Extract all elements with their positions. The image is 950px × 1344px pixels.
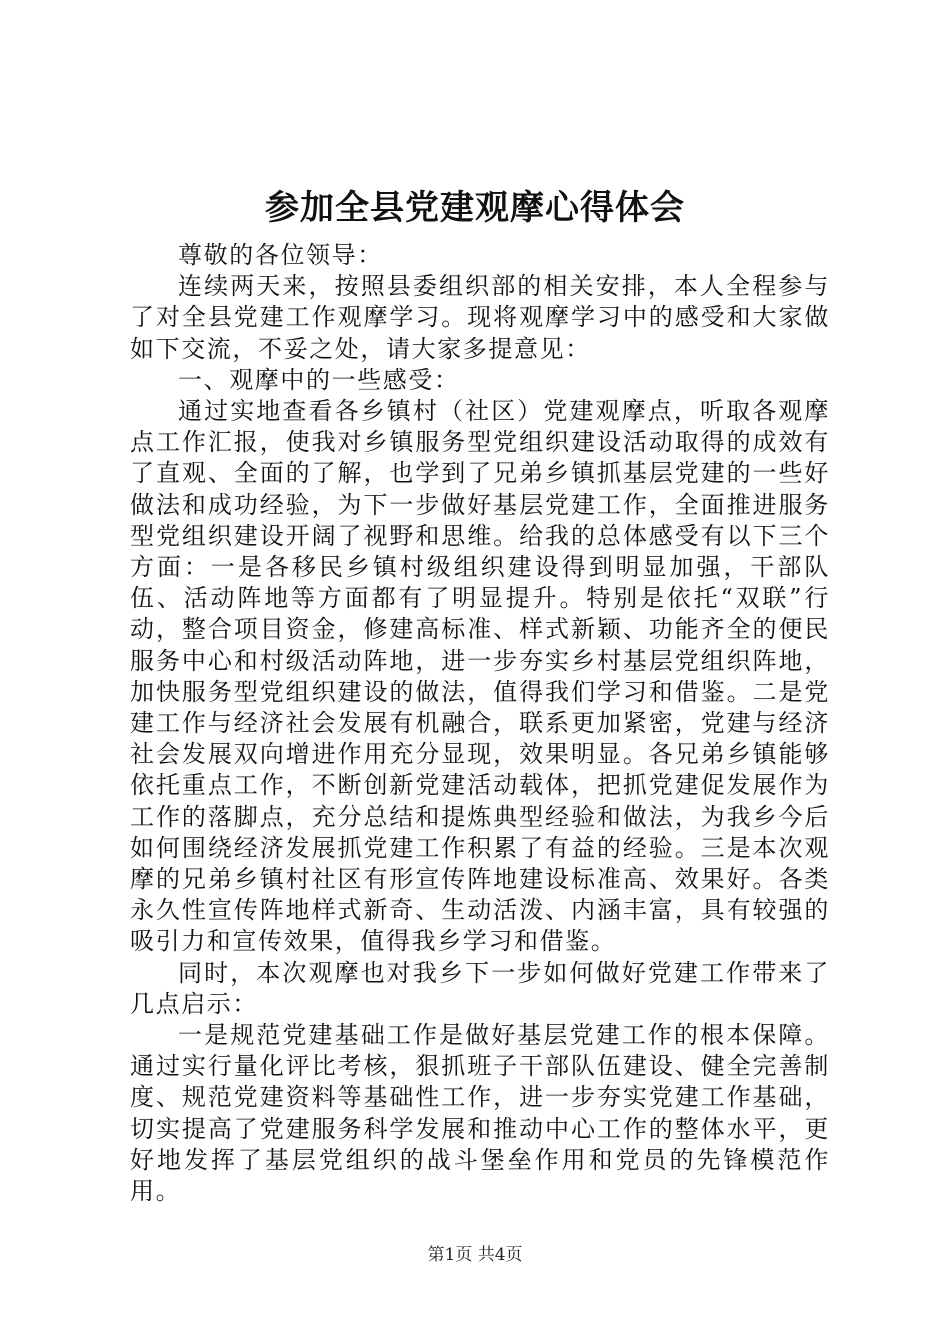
salutation-paragraph: 尊敬的各位领导： xyxy=(178,241,383,269)
page-footer: 第1页 共4页 xyxy=(427,1245,523,1265)
feelings-paragraph: 通过实地查看各乡镇村（社区）党建观摩点，听取各观摩点工作汇报，使我对乡镇服务型党组织建设活动取得的成效有了直观、全面的了解，也学到了兄弟乡镇抓基层党建的一些好做法和成功经验，为下一步做好基层党建工作，全面推进服务型党组织建设开阔了视野和思维。给我的总体感受有以下三个方面：一是各移民乡镇村级组织建设得到明显加强，干部队伍、活动阵地等方面都有了明显提升。特别是依托“双联”行动，整合项目资金，修建高标准、样式新颖、功能齐全的便民服务中心和村级活动阵地，进一步夯实乡村基层党组织阵地，加快服务型党组织建设的做法，值得我们学习和借鉴。二是党建工作与经济社会发展有机融合，联系更加紧密，党建与经济社会发展双向增进作用充分显现，效果明显。各兄弟乡镇能够依托重点工作，不断创新党建活动载体，把抓党建促发展作为工作的落脚点，充分总结和提炼典型经验和做法，为我乡今后如何围绕经济发展抓党建工作积累了有益的经验。三是本次观摩的兄弟乡镇村社区有形宣传阵地建设标准高、效果好。各类永久性宣传阵地样式新奇、生动活泼、内涵丰富，具有较强的吸引力和宣传效果，值得我乡学习和借鉴。 xyxy=(130,397,830,956)
inspiration-intro-paragraph: 同时，本次观摩也对我乡下一步如何做好党建工作带来了几点启示： xyxy=(130,958,830,1018)
document-title: 参加全县党建观摩心得体会 xyxy=(265,188,685,228)
document-body xyxy=(130,240,830,1207)
section-heading: 一、观摩中的一些感受： xyxy=(178,365,460,394)
intro-paragraph: 连续两天来，按照县委组织部的相关安排，本人全程参与了对全县党建工作观摩学习。现将观摩学习中的感受和大家做如下交流，不妥之处，请大家多提意见： xyxy=(130,272,830,363)
inspiration-point-paragraph: 一是规范党建基础工作是做好基层党建工作的根本保障。通过实行量化评比考核，狠抓班子干部队伍建设、健全完善制度、规范党建资料等基础性工作，进一步夯实党建工作基础，切实提高了党建服务科学发展和推动中心工作的整体水平，更好地发挥了基层党组织的战斗堡垒作用和党员的先锋模范作用。 xyxy=(130,1021,830,1206)
